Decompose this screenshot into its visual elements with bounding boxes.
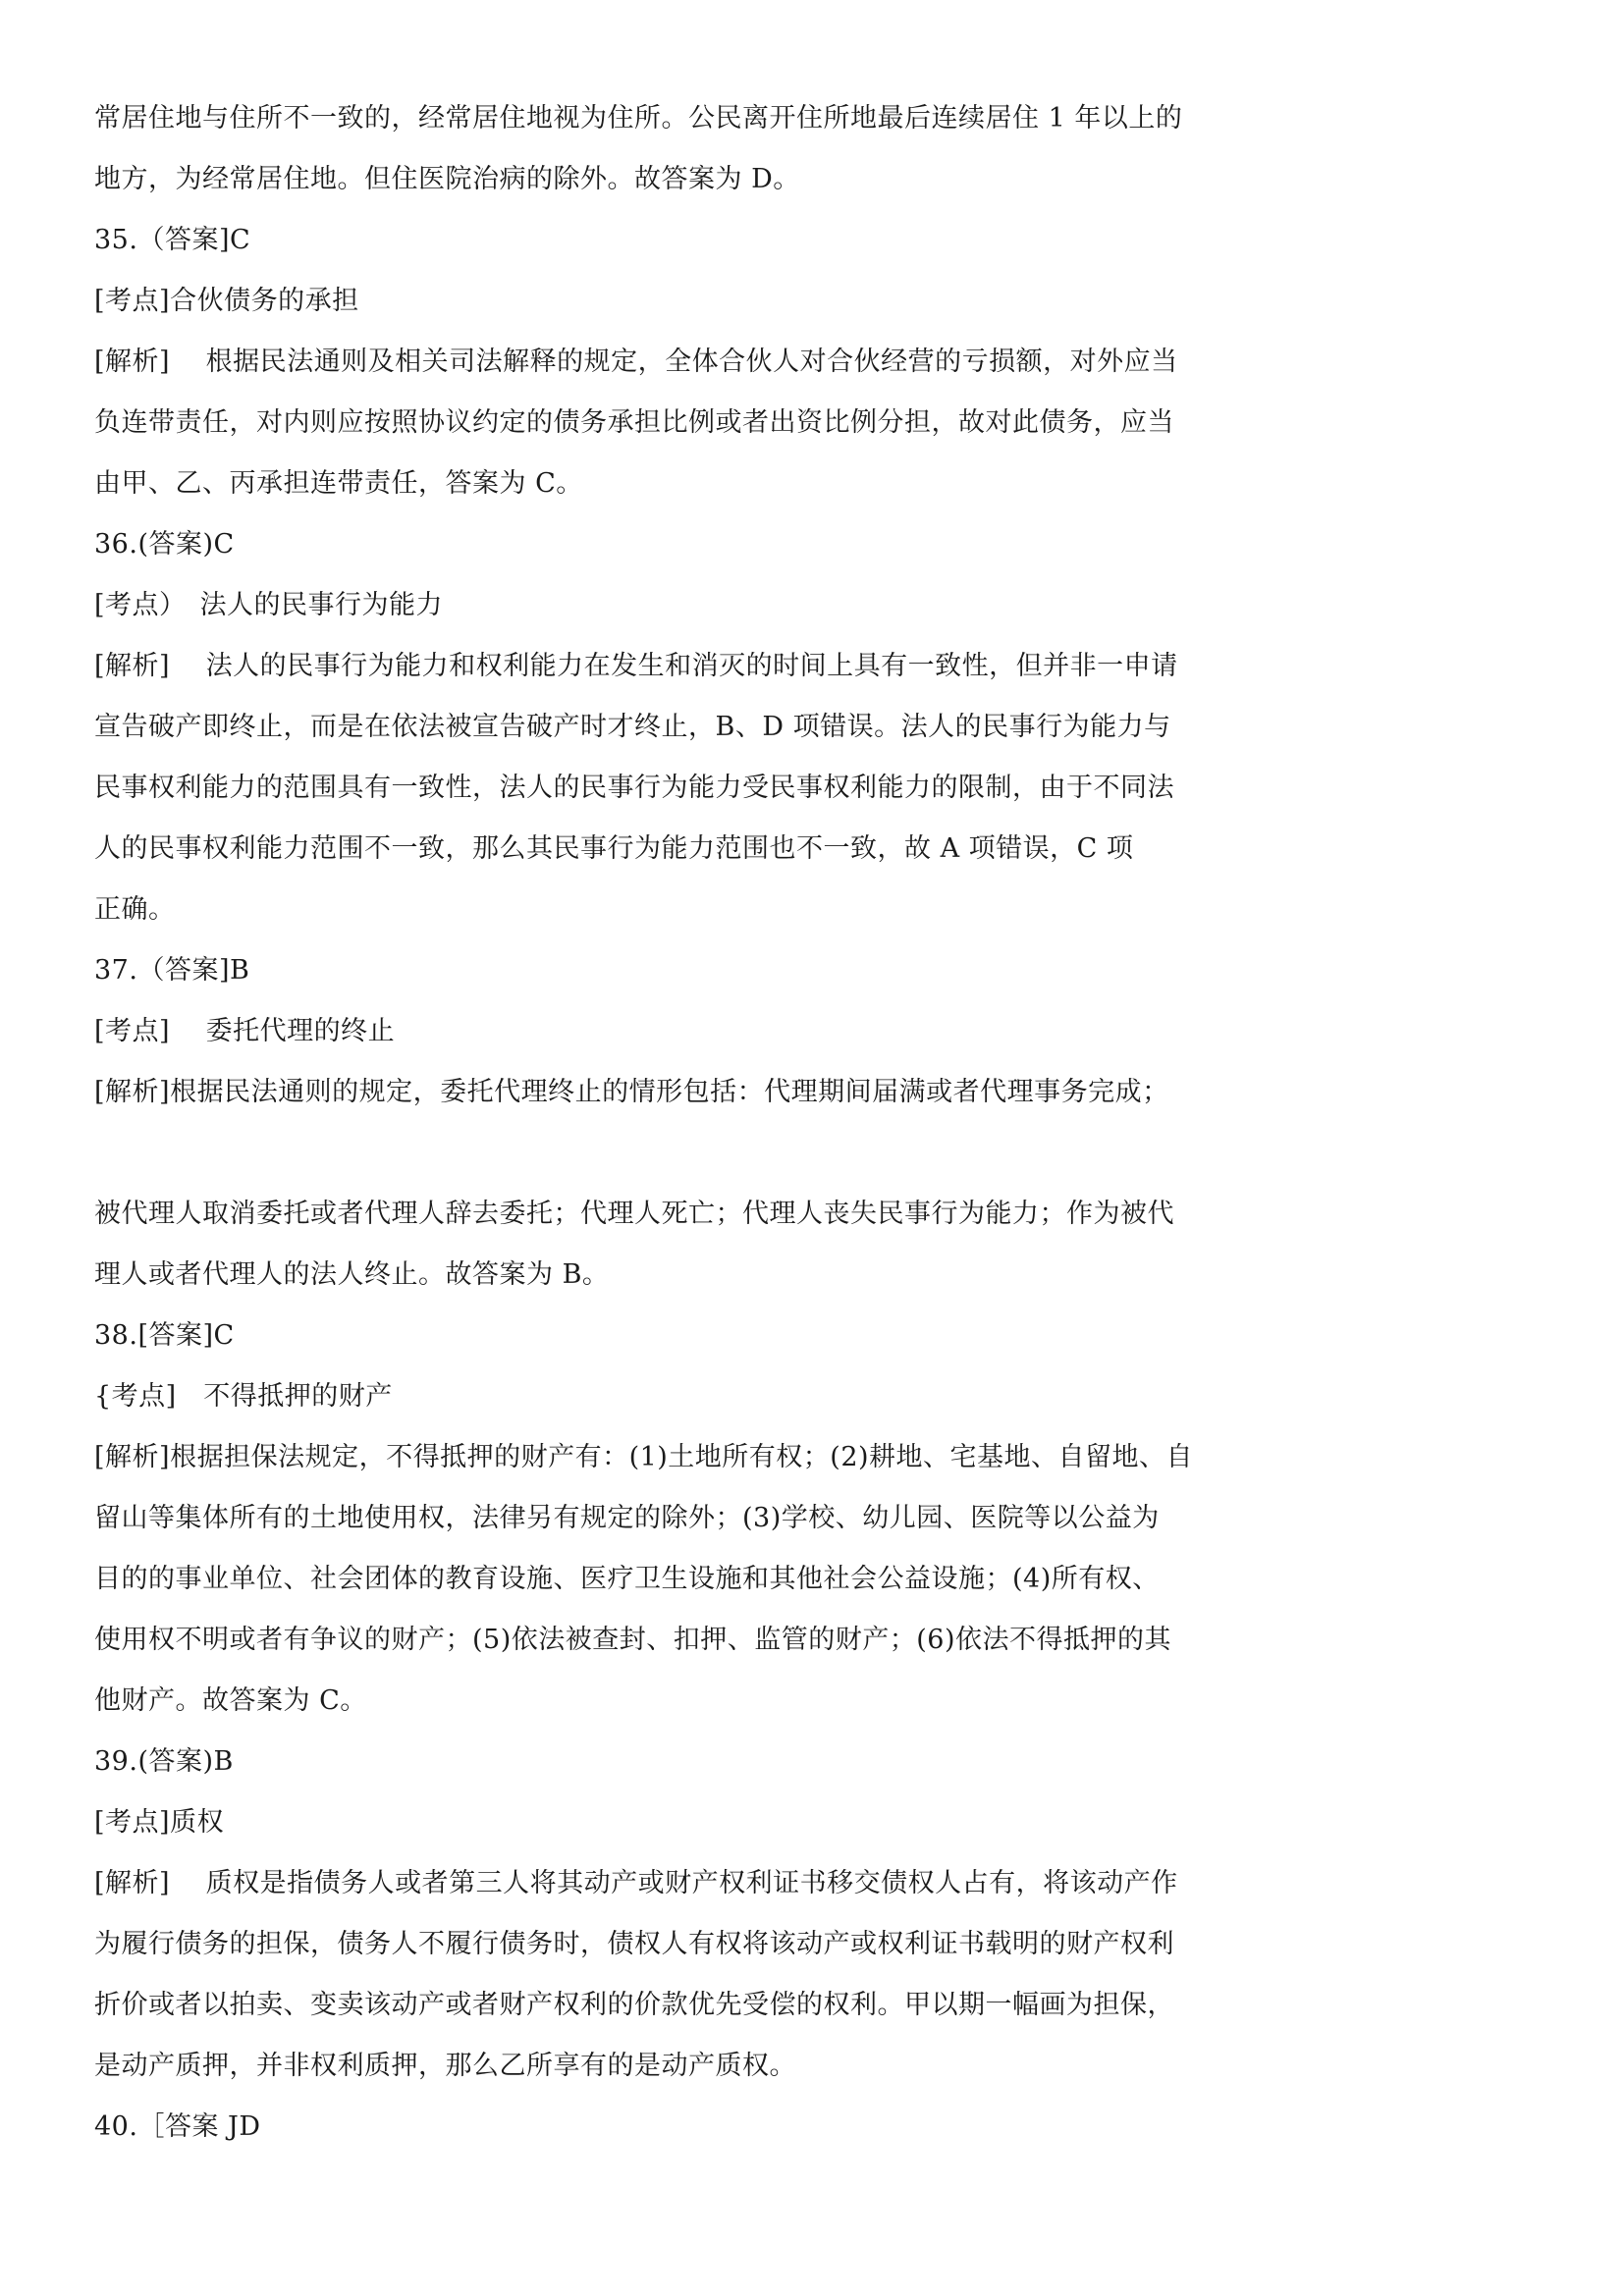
text-line: 负连带责任，对内则应按照协议约定的债务承担比例或者出资比例分担，故对此债务，应当 bbox=[94, 407, 1174, 438]
key-point-38: {考点] 不得抵押的财产 bbox=[94, 1381, 393, 1412]
answer-heading-35: 35.（答案]C bbox=[94, 225, 251, 255]
text-line: 使用权不明或者有争议的财产；(5)依法被查封、扣押、监管的财产；(6)依法不得抵押的其 bbox=[94, 1625, 1171, 1655]
analysis-37: [解析]根据民法通则的规定，委托代理终止的情形包括：代理期间届满或者代理事务完成； bbox=[94, 1077, 1169, 1107]
text-line: 由甲、乙、丙承担连带责任，答案为 C。 bbox=[94, 468, 583, 499]
text-line: 常居住地与住所不一致的，经常居住地视为住所。公民离开住所地最后连续居住 1 年以上的 bbox=[94, 103, 1183, 133]
text-line: 他财产。故答案为 C。 bbox=[94, 1685, 367, 1716]
text-line: 理人或者代理人的法人终止。故答案为 B。 bbox=[94, 1259, 610, 1290]
analysis-36: [解析] 法人的民事行为能力和权利能力在发生和消灭的时间上具有一致性，但并非一申请 bbox=[94, 651, 1178, 681]
key-point-37: [考点] 委托代理的终止 bbox=[94, 1016, 396, 1046]
key-point-39: [考点]质权 bbox=[94, 1807, 225, 1838]
answer-heading-36: 36.(答案)C bbox=[94, 529, 235, 560]
text-line: 地方，为经常居住地。但住医院治病的除外。故答案为 D。 bbox=[94, 164, 800, 194]
analysis-38: [解析]根据担保法规定，不得抵押的财产有：(1)土地所有权；(2)耕地、宅基地、自留地、自 bbox=[94, 1442, 1194, 1472]
text-line: 正确。 bbox=[94, 894, 176, 925]
text-line: 宣告破产即终止，而是在依法被宣告破产时才终止，B、D 项错误。法人的民事行为能力与 bbox=[94, 712, 1171, 742]
text-line: 为履行债务的担保，债务人不履行债务时，债权人有权将该动产或权利证书载明的财产权利 bbox=[94, 1929, 1174, 1959]
text-line: 民事权利能力的范围具有一致性，法人的民事行为能力受民事权利能力的限制，由于不同法 bbox=[94, 773, 1174, 803]
answer-heading-37: 37.（答案]B bbox=[94, 955, 250, 986]
text-line: 折价或者以拍卖、变卖该动产或者财产权利的价款优先受偿的权利。甲以期一幅画为担保， bbox=[94, 1990, 1174, 2020]
key-point-36: [考点） 法人的民事行为能力 bbox=[94, 590, 444, 620]
analysis-39: [解析] 质权是指债务人或者第三人将其动产或财产权利证书移交债权人占有，将该动产作 bbox=[94, 1868, 1178, 1898]
key-point-35: [考点]合伙债务的承担 bbox=[94, 286, 359, 316]
answer-heading-40: 40.［答案 JD bbox=[94, 2111, 261, 2142]
text-line: 人的民事权利能力范围不一致，那么其民事行为能力范围也不一致，故 A 项错误，C 项 bbox=[94, 833, 1134, 864]
answer-heading-38: 38.[答案]C bbox=[94, 1320, 235, 1351]
text-line: 留山等集体所有的土地使用权，法律另有规定的除外；(3)学校、幼儿园、医院等以公益为 bbox=[94, 1503, 1160, 1533]
text-line: 被代理人取消委托或者代理人辞去委托；代理人死亡；代理人丧失民事行为能力；作为被代 bbox=[94, 1199, 1174, 1229]
answer-heading-39: 39.(答案)B bbox=[94, 1746, 234, 1777]
text-line: 目的的事业单位、社会团体的教育设施、医疗卫生设施和其他社会公益设施；(4)所有权、 bbox=[94, 1564, 1160, 1594]
text-line: 是动产质押，并非权利质押，那么乙所享有的是动产质权。 bbox=[94, 2051, 796, 2081]
analysis-35: [解析] 根据民法通则及相关司法解释的规定，全体合伙人对合伙经营的亏损额，对外应当 bbox=[94, 347, 1178, 377]
